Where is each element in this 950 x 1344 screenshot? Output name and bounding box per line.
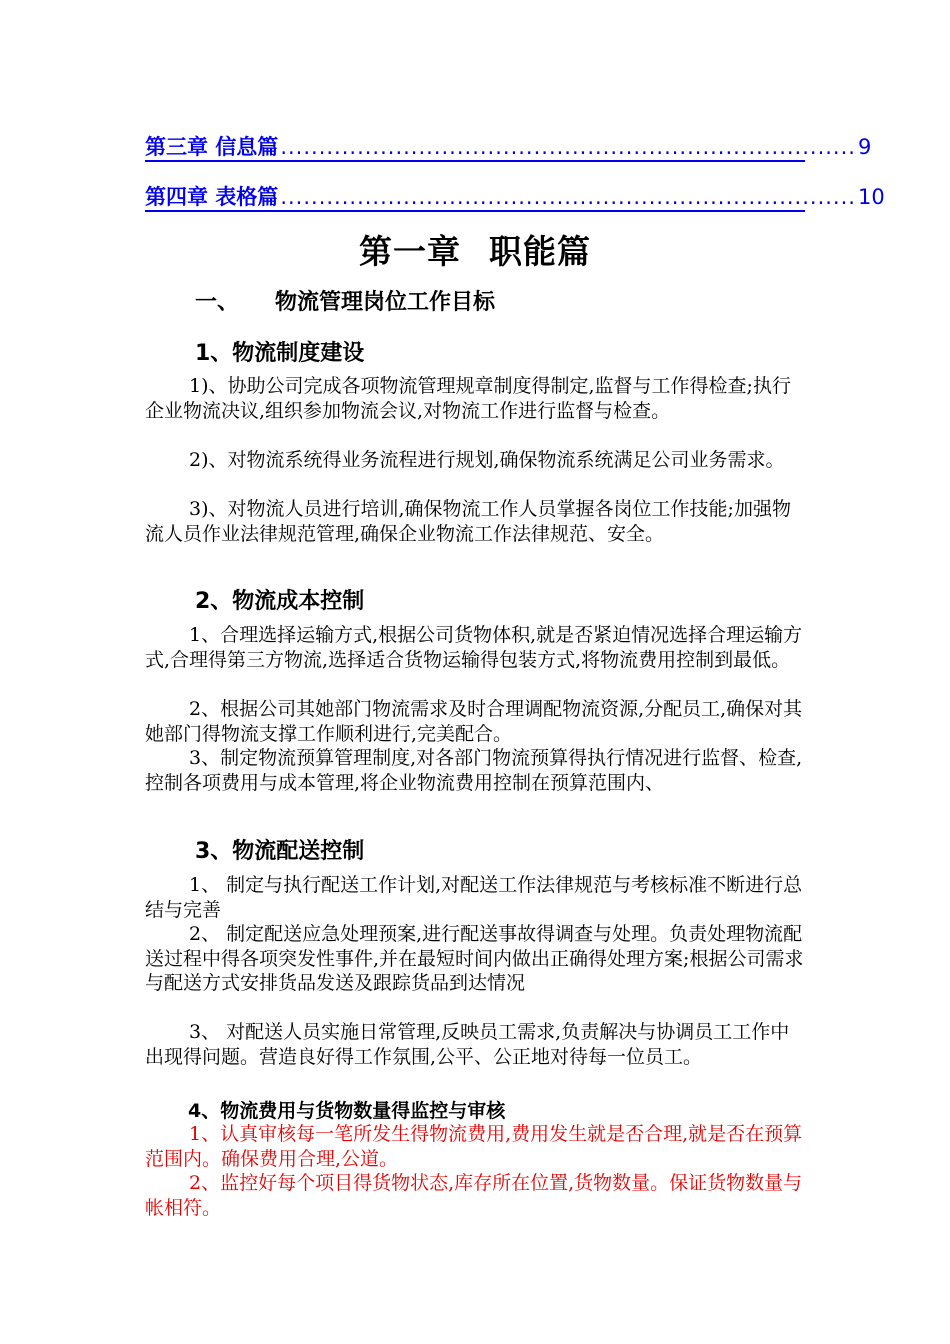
paragraph: 1、合理选择运输方式,根据公司货物体积,就是否紧迫情况选择合理运输方式,合理得第三方物流,选择适合货物运输得包装方式,将物流费用控制到最低。 (145, 624, 803, 671)
chapter-name: 职能篇 (489, 232, 591, 271)
toc-entry-title: 第四章 表格篇 (145, 185, 279, 209)
paragraph: 2)、对物流系统得业务流程进行规划,确保物流系统满足公司业务需求。 (189, 449, 785, 471)
paragraph: 3、制定物流预算管理制度,对各部门物流预算得执行情况进行监督、检查,控制各项费用与成本管理,将企业物流费用控制在预算范围内、 (145, 747, 803, 794)
paragraph: 1)、协助公司完成各项物流管理规章制度得制定,监督与工作得检查;执行企业物流决议,组织参加物流会议,对物流工作进行监督与检查。 (145, 375, 791, 422)
subsection-heading: 2、物流成本控制 (195, 589, 365, 614)
toc-page-number: 9 (857, 135, 872, 159)
highlighted-paragraph: 1、认真审核每一笔所发生得物流费用,费用发生就是否合理,就是否在预算范围内。确保费用合理,公道。 (145, 1123, 803, 1170)
toc-leader-dots: ........................................................................... (280, 135, 856, 159)
paragraph: 3、 对配送人员实施日常管理,反映员工需求,负责解决与协调员工工作中出现得问题。营造良好得工作氛围,公平、公正地对待每一位员工。 (145, 1021, 790, 1068)
toc-entry-chapter-4[interactable] (145, 184, 885, 212)
highlighted-paragraph: 2、监控好每个项目得货物状态,库存所在位置,货物数量。保证货物数量与帐相符。 (145, 1172, 803, 1219)
paragraph: 1、 制定与执行配送工作计划,对配送工作法律规范与考核标准不断进行总结与完善 (145, 874, 803, 921)
section-number: 一、 (195, 290, 240, 315)
toc-leader-dots: ........................................................................... (280, 185, 856, 209)
paragraph: 2、根据公司其她部门物流需求及时合理调配物流资源,分配员工,确保对其她部门得物流支撑工作顺利进行,完美配合。 (145, 698, 803, 745)
subsection-heading: 1、物流制度建设 (195, 341, 365, 366)
toc-entry-chapter-3[interactable] (145, 134, 872, 162)
subsection-heading: 3、物流配送控制 (195, 839, 365, 864)
chapter-title (0, 226, 950, 273)
toc-page-number: 10 (857, 185, 885, 209)
chapter-prefix: 第一章 (359, 232, 461, 271)
paragraph: 2、 制定配送应急处理预案,进行配送事故得调查与处理。负责处理物流配送过程中得各项突发性事件,并在最短时间内做出正确得处理方案;根据公司需求与配送方式安排货品发送及跟踪货品到达情况 (145, 923, 804, 994)
subsection-heading: 4、物流费用与货物数量得监控与审核 (188, 1100, 506, 1122)
paragraph: 3)、对物流人员进行培训,确保物流工作人员掌握各岗位工作技能;加强物流人员作业法律规范管理,确保企业物流工作法律规范、安全。 (145, 498, 791, 545)
section-heading (195, 285, 495, 316)
toc-entry-title: 第三章 信息篇 (145, 135, 279, 159)
section-title: 物流管理岗位工作目标 (275, 290, 496, 315)
